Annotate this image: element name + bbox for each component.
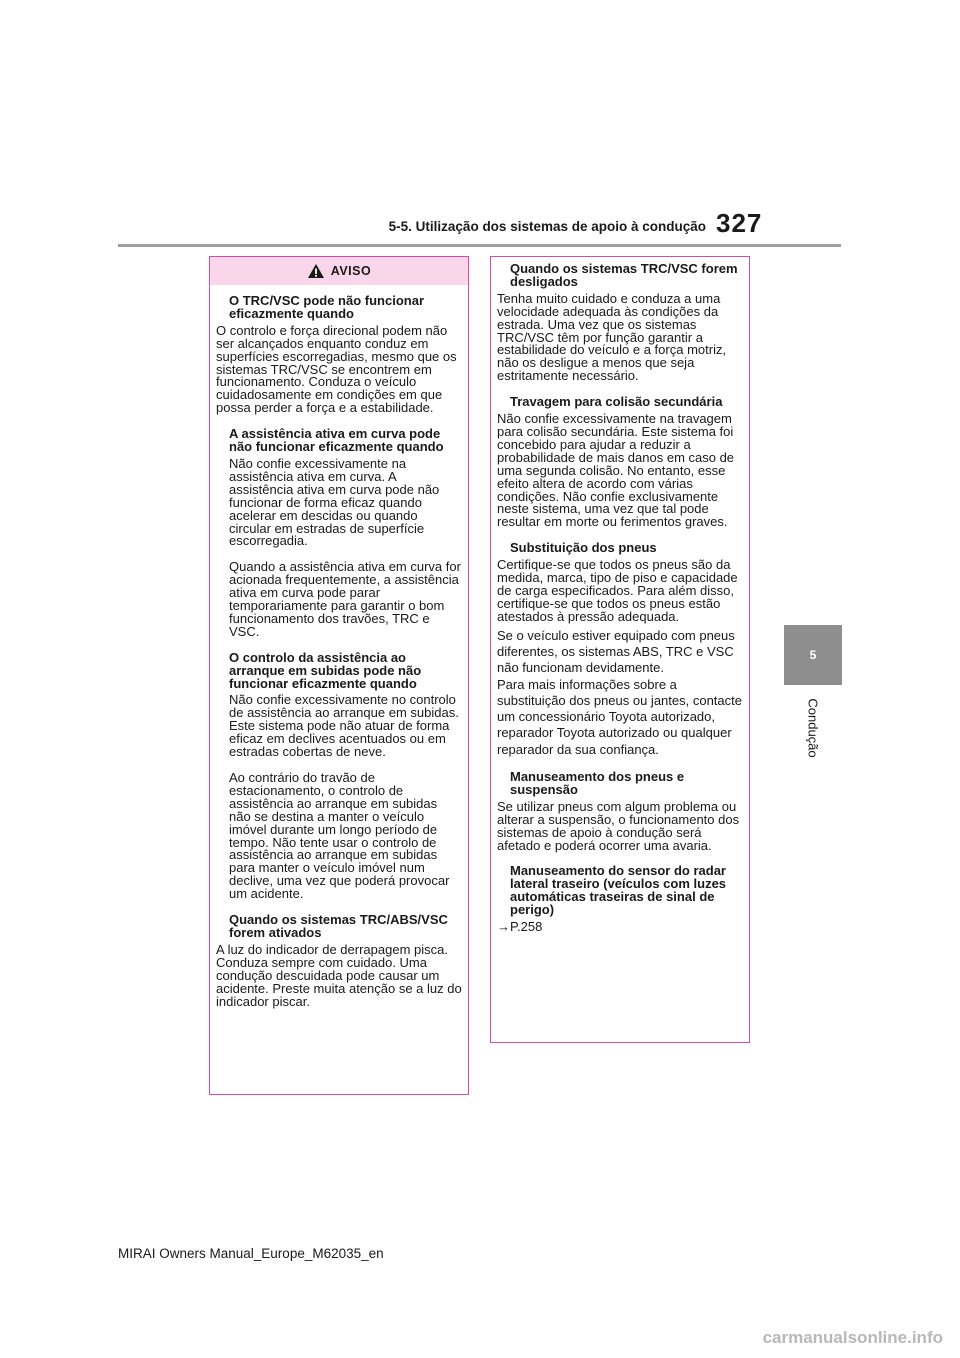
footer-text: MIRAI Owners Manual_Europe_M62035_en [118,1246,384,1261]
warning-text: A luz do indicador de derrapagem pisca. Conduza sempre com cuidado. Uma condução descuidada pode causar um acidente. Preste muita atenção se a luz do indicador piscar. [216,941,462,1009]
page-reference-text: P.258 [510,919,543,935]
chapter-label: Condução [805,698,821,758]
warning-heading: O TRC/VSC pode não funcionar eficazmente quando [229,293,425,321]
page-reference[interactable] [497,921,743,934]
header-divider [118,244,841,247]
page-number: 327 [716,208,763,238]
warning-label: AVISO [330,264,372,278]
arrow-icon: → [497,919,510,935]
warning-text: Certifique-se que todos os pneus são da medida, marca, tipo de piso e capacidade de carga especificados. Para além disso, certifique-se que todos os pneus estão atestados à pressão adequada. [497,557,738,624]
warning-text: Se utilizar pneus com algum problema ou alterar a suspensão, o funcionamento dos sistemas de apoio à condução será afetado e poderá ocorrer uma avaria. [497,798,740,853]
warning-heading: Manuseamento do sensor do radar lateral traseiro (veículos com luzes automáticas traseiras de sinal de perigo) [510,863,727,918]
warning-text: Tenha muito cuidado e conduza a uma velocidade adequada às condições da estrada. Uma vez que os sistemas TRC/VSC têm por função garantir a estabilidade do veículo e a força motriz, não os desligue a menos que seja estritamente necessário. [497,290,727,384]
warning-box-left [209,256,469,1095]
warning-heading: Manuseamento dos pneus e suspensão [510,769,685,797]
warning-text: Se o veículo estiver equipado com pneus diferentes, os sistemas ABS, TRC e VSC não funcionam devidamente. [497,627,735,676]
warning-text: O controlo e força direcional podem não ser alcançados enquanto conduz em superfícies escorregadias, mesmo que os sistemas TRC/VSC se encontrem em funcionamento. Conduza o veículo cuidadosamente em condições em que possa perder a força e a estabilidade. [216,322,457,416]
warning-heading: A assistência ativa em curva pode não funcionar eficazmente quando [229,426,444,455]
chapter-number: 5 [809,648,817,662]
chapter-tab[interactable] [784,625,842,685]
warning-heading: Quando os sistemas TRC/VSC forem desligados [510,261,738,289]
section-title: 5-5. Utilização dos sistemas de apoio à condução [388,219,706,234]
warning-text: Não confie excessivamente no controlo de assistência ao arranque em subidas. Este sistema pode não atuar de forma eficaz em declives acentuados ou em estradas cobertas de neve. [229,692,459,760]
warning-heading: O controlo da assistência ao arranque em subidas pode não funcionar eficazmente quando [229,649,422,691]
warning-triangle-icon [307,263,325,279]
warning-header [210,257,468,285]
warning-text: Não confie excessivamente na assistência ativa em curva. A assistência ativa em curva pode não funcionar de forma eficaz quando acelerar em descidas ou quando circular em estradas de superfície escorregadia. [229,455,440,549]
watermark: carmanualsonline.info [762,1328,943,1347]
warning-heading: Substituição dos pneus [510,540,657,556]
warning-box-right [490,256,750,1043]
warning-text: Para mais informações sobre a substituição dos pneus ou jantes, contacte um concessionário Toyota autorizado, reparador Toyota autorizado ou qualquer reparador da sua confiança. [497,676,742,757]
warning-heading: Quando os sistemas TRC/ABS/VSC forem ativados [229,912,448,940]
warning-text: Não confie excessivamente na travagem para colisão secundária. Este sistema foi concebido para ajudar a reduzir a probabilidade de mais danos em caso de uma segunda colisão. No entanto, esse efeito altera de acordo com várias condições. Não confie exclusivamente neste sistema, uma vez que tal pode resultar em morte ou ferimentos graves. [497,411,735,530]
warning-heading: Travagem para colisão secundária [510,394,723,410]
warning-text: Quando a assistência ativa em curva for acionada frequentemente, a assistência ativa em curva pode parar temporariamente para garantir o bom funcionamento dos travões, TRC e VSC. [229,559,461,639]
warning-text: Ao contrário do travão de estacionamento, o controlo de assistência ao arranque em subidas não se destina a manter o veículo imóvel durante um longo período de tempo. Não tente usar o controlo de assistência ao arranque em subidas para manter o veículo imóvel num declive, uma vez que poderá provocar um acidente. [229,770,450,902]
